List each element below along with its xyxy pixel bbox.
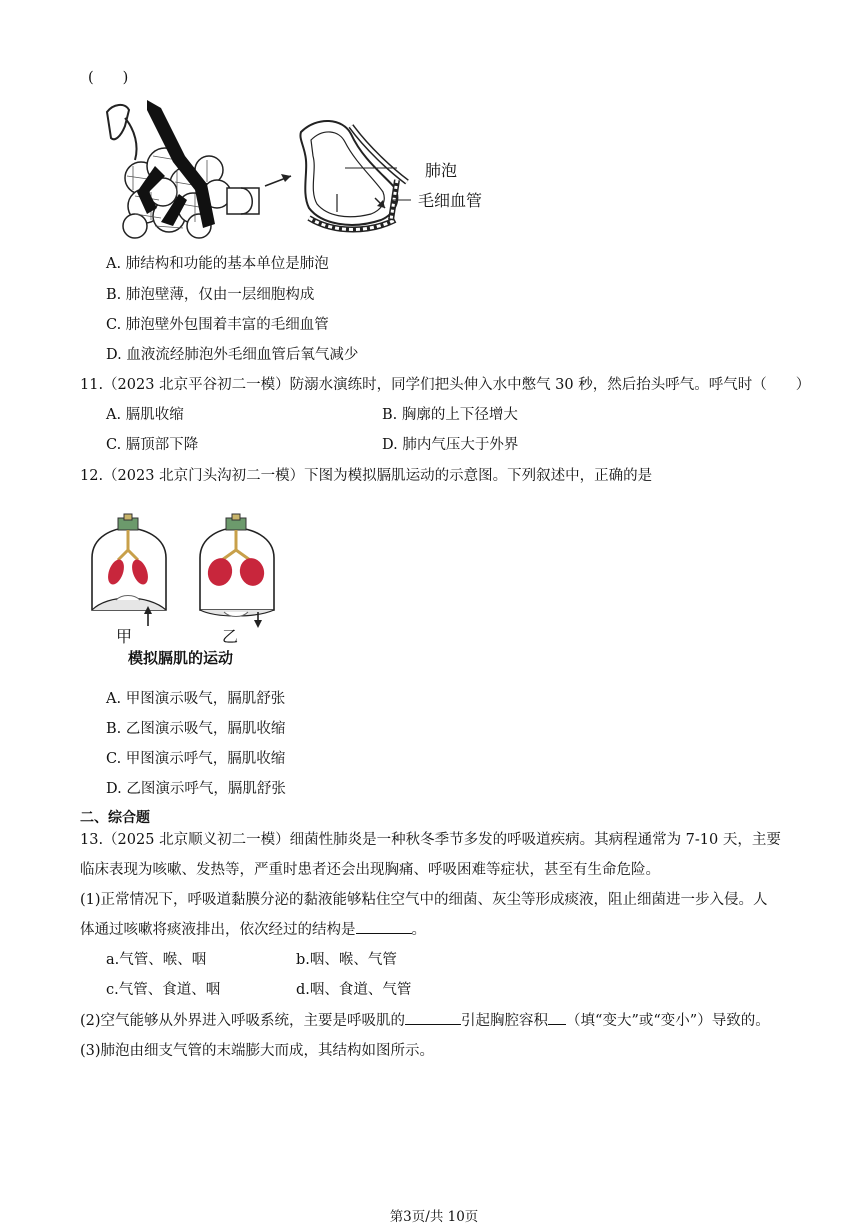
q13-choice-c: c.气管、食道、咽 — [106, 982, 221, 998]
q13-stem-line1: 13.（2025 北京顺义初二一模）细菌性肺炎是一种秋冬季节多发的呼吸道疾病。其病程通常为 7-10 天，主要 — [80, 832, 781, 848]
q12-stem: 12.（2023 北京门头沟初二一模）下图为模拟膈肌运动的示意图。下列叙述中，正确的是 — [80, 468, 653, 484]
figure-caption: 模拟膈肌的运动 — [128, 649, 234, 667]
q10-option-a: A. 肺结构和功能的基本单位是肺泡 — [106, 256, 329, 272]
answer-parentheses: ( ) — [88, 70, 129, 86]
q11-option-c: C. 膈顶部下降 — [106, 437, 199, 453]
label-jia: 甲 — [116, 627, 133, 646]
q12-option-c: C. 甲图演示呼气，膈肌收缩 — [106, 751, 286, 767]
q13-choice-d: d.咽、食道、气管 — [296, 982, 412, 998]
q13-part1-line2: 体通过咳嗽将痰液排出，依次经过的结构是 。 — [80, 918, 426, 939]
label-alveolus: 肺泡 — [425, 161, 458, 180]
q10-option-d: D. 血液流经肺泡外毛细血管后氧气减少 — [106, 347, 359, 363]
diaphragm-model-figure — [88, 514, 278, 634]
page-footer: 第3页/共 10页 — [389, 1209, 479, 1225]
q12-option-a: A. 甲图演示吸气，膈肌舒张 — [106, 691, 286, 707]
q11-option-a: A. 膈肌收缩 — [106, 407, 184, 423]
label-capillary: 毛细血管 — [418, 191, 483, 210]
q13-part3: (3)肺泡由细支气管的末端膨大而成，其结构如图所示。 — [80, 1043, 435, 1059]
answer-blank-2[interactable] — [405, 1010, 461, 1025]
q13-choice-b: b.咽、喉、气管 — [296, 952, 397, 968]
q13-part2: (2)空气能够从外界进入呼吸系统，主要是呼吸肌的 引起胸腔容积 （填“变大”或“变小”）导致的。 — [80, 1009, 770, 1030]
q13-choice-a: a.气管、喉、咽 — [106, 952, 207, 968]
q10-option-b: B. 肺泡壁薄，仅由一层细胞构成 — [106, 287, 315, 303]
q11-stem: 11.（2023 北京平谷初二一模）防溺水演练时，同学们把头伸入水中憋气 30 秒，然后抬头呼气。呼气时（ ） — [80, 377, 811, 393]
label-yi: 乙 — [222, 627, 239, 646]
section-title: 二、综合题 — [80, 810, 150, 826]
answer-blank-1[interactable] — [356, 919, 412, 934]
q12-option-b: B. 乙图演示吸气，膈肌收缩 — [106, 721, 286, 737]
q10-option-c: C. 肺泡壁外包围着丰富的毛细血管 — [106, 317, 329, 333]
answer-blank-3[interactable] — [548, 1010, 566, 1025]
q13-stem-line2: 临床表现为咳嗽、发热等，严重时患者还会出现胸痛、呼吸困难等症状，甚至有生命危险。 — [80, 862, 660, 878]
q12-option-d: D. 乙图演示呼气，膈肌舒张 — [106, 781, 286, 797]
q11-option-d: D. 肺内气压大于外界 — [382, 437, 519, 453]
q13-part1-line1: (1)正常情况下，呼吸道黏膜分泌的黏液能够粘住空气中的细菌、灰尘等形成痰液，阻止细菌进一步入侵。人 — [80, 892, 768, 908]
q11-option-b: B. 胸廓的上下径增大 — [382, 407, 518, 423]
